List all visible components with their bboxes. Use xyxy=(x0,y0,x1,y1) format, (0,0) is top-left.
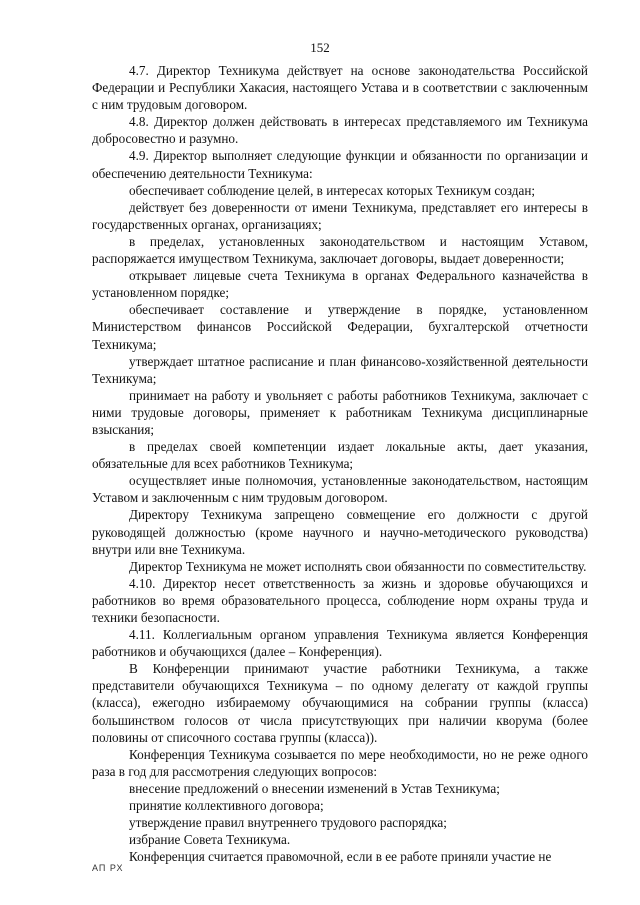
paragraph: В Конференции принимают участие работники Техникума, а также представители обучающихся Техникума – по одному делегату от каждой группы (класса), ежегодно избираемому обучающимися на собрании группы (класса) большинством голосов от числа присутствующих при наличии кворума (более половины от списочного состава группы (класса)). xyxy=(92,661,588,745)
paragraph: принятие коллективного договора; xyxy=(129,798,324,814)
body-text xyxy=(92,62,588,865)
paragraph: утверждает штатное расписание и план финансово-хозяйственной деятельности Техникума; xyxy=(92,353,588,386)
paragraph: 4.9. Директор выполняет следующие функции и обязанности по организации и обеспечению деятельности Техникума: xyxy=(92,148,588,181)
paragraph: в пределах своей компетенции издает локальные акты, дает указания, обязательные для всех работников Техникума; xyxy=(92,439,588,472)
paragraph: 4.11. Коллегиальным органом управления Техникума является Конференция работников и обучающихся (далее – Конференция). xyxy=(92,627,588,660)
paragraph: Конференция считается правомочной, если в ее работе приняли участие не xyxy=(129,849,552,865)
paragraph: утверждение правил внутреннего трудового распорядка; xyxy=(129,815,447,831)
paragraph: Директор Техникума не может исполнять свои обязанности по совместительству. xyxy=(129,558,587,574)
paragraph: внесение предложений о внесении изменений в Устав Техникума; xyxy=(129,780,500,796)
paragraph: Директору Техникума запрещено совмещение его должности с другой руководящей должностью (кроме научного и научно-методического руководства) внутри или вне Техникума. xyxy=(92,507,588,557)
paragraph: принимает на работу и увольняет с работы работников Техникума, заключает с ними трудовые договоры, применяет к работникам Техникума дисциплинарные взыскания; xyxy=(92,387,588,437)
paragraph: 4.10. Директор несет ответственность за жизнь и здоровье обучающихся и работников во время образовательного процесса, соблюдение норм охраны труда и техники безопасности. xyxy=(92,575,588,625)
page-number: 152 xyxy=(310,40,330,55)
paragraph: обеспечивает составление и утверждение в порядке, установленном Министерством финансов Российской Федерации, бухгалтерской отчетности Техникума; xyxy=(92,302,588,352)
paragraph: 4.7. Директор Техникума действует на основе законодательства Российской Федерации и Республики Хакасия, настоящего Устава и в соответствии с заключенным с ним трудовым договором. xyxy=(92,63,588,113)
paragraph: обеспечивает соблюдение целей, в интересах которых Техникум создан; xyxy=(129,182,536,198)
paragraph: действует без доверенности от имени Техникума, представляет его интересы в государственных органах, организациях; xyxy=(92,199,588,232)
paragraph: 4.8. Директор должен действовать в интересах представляемого им Техникума добросовестно и разумно. xyxy=(92,114,588,147)
paragraph: Конференция Техникума созывается по мере необходимости, но не реже одного раза в год для рассмотрения следующих вопросов: xyxy=(92,746,588,779)
paragraph: избрание Совета Техникума. xyxy=(129,832,291,848)
paragraph: открывает лицевые счета Техникума в органах Федерального казначейства в установленном порядке; xyxy=(92,268,588,301)
paragraph: в пределах, установленных законодательством и настоящим Уставом, распоряжается имуществом Техникума, заключает договоры, выдает доверенности; xyxy=(92,233,588,267)
archive-stamp: АП РХ xyxy=(92,863,124,873)
paragraph: осуществляет иные полномочия, установленные законодательством, настоящим Уставом и заключенным с ним трудовым договором. xyxy=(92,473,588,506)
